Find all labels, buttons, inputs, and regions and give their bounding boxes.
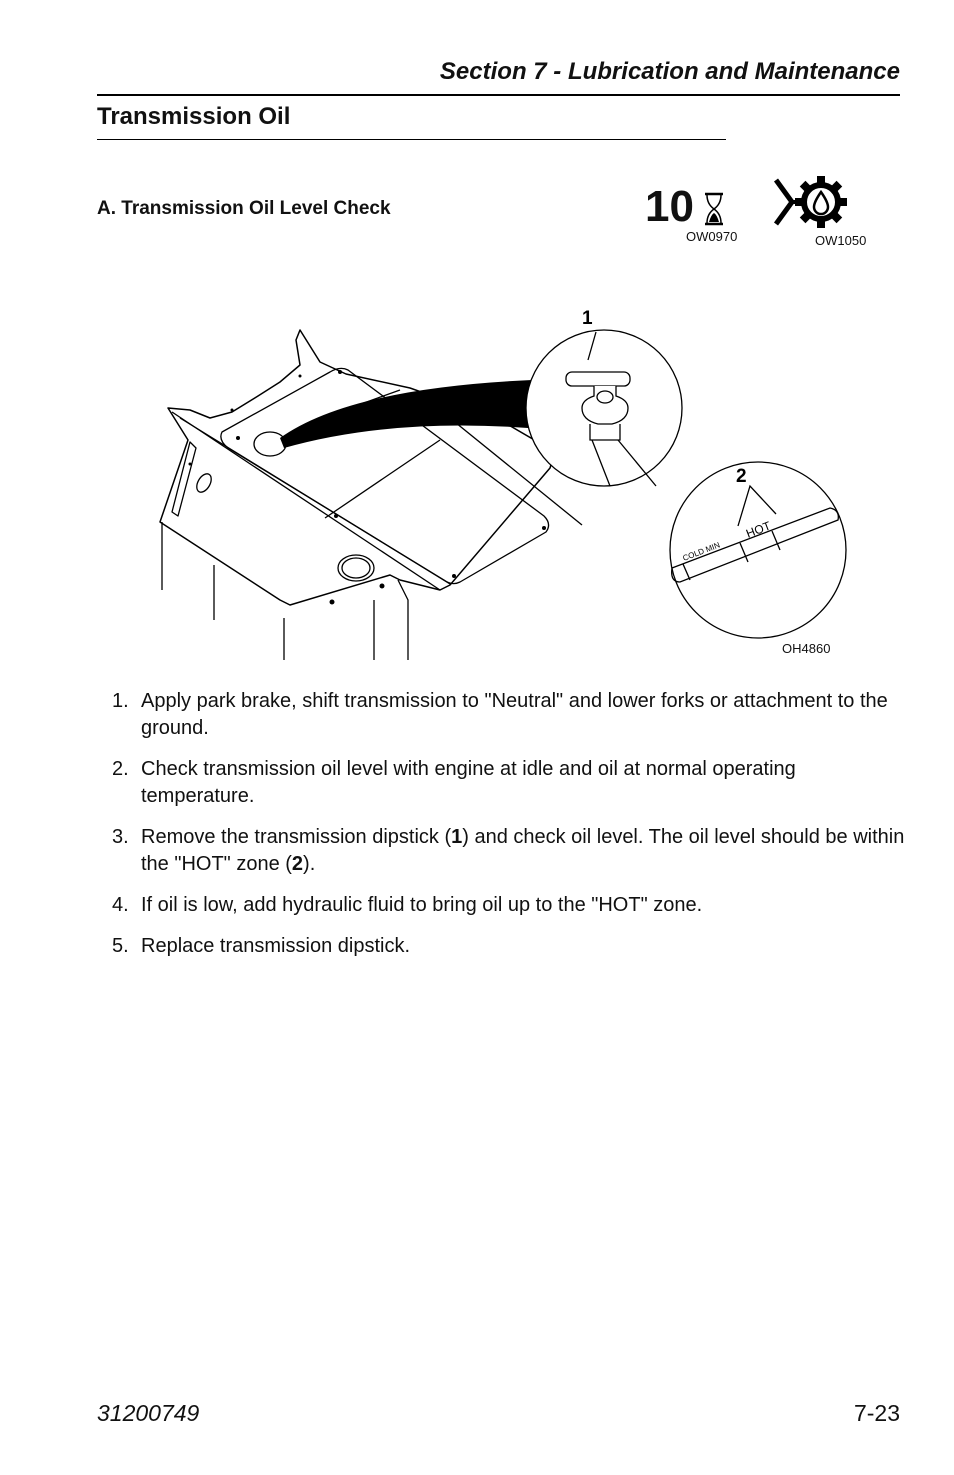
step-text-part: ) and check oil level. The oil level should be within the "HOT" zone (: [141, 826, 905, 875]
step-text: Apply park brake, shift transmission to "Neutral" and lower forks or attachment to the ground.: [141, 690, 888, 739]
step-number: 1.: [112, 690, 129, 712]
callout-1: 1: [582, 308, 593, 329]
step-text-part: Remove the transmission dipstick (: [141, 826, 452, 848]
subheading: A. Transmission Oil Level Check: [97, 198, 391, 219]
list-item: [112, 892, 912, 919]
transmission-dipstick-illustration: [150, 300, 850, 662]
step-number: 4.: [112, 894, 129, 916]
page-number: 7-23: [853, 1400, 900, 1426]
callout-2: 2: [736, 466, 747, 487]
header-rule: [97, 94, 900, 96]
service-code: OW1050: [815, 233, 867, 248]
document-number: 31200749: [97, 1400, 200, 1426]
step-number: 2.: [112, 758, 129, 780]
title-rule: [97, 139, 726, 140]
step-text: [141, 826, 904, 875]
section-title: Section 7 - Lubrication and Maintenance: [439, 58, 900, 85]
figure-code: OH4860: [782, 641, 831, 656]
step-text: If oil is low, add hydraulic fluid to bring oil up to the "HOT" zone.: [141, 894, 703, 916]
step-number: 3.: [112, 826, 129, 848]
step-text-part: ).: [303, 853, 316, 875]
service-interval: [645, 184, 735, 232]
callout-ref-2: 2: [291, 853, 304, 875]
step-text: Replace transmission dipstick.: [141, 935, 410, 957]
step-number: 5.: [112, 935, 129, 957]
step-text: Check transmission oil level with engine at idle and oil at normal operating temperature.: [141, 758, 796, 807]
procedure-steps: [112, 688, 912, 974]
interval-code: OW0970: [686, 229, 738, 244]
dipstick-label-cold-min: COLD MIN: [681, 540, 722, 563]
dipstick-label-hot: HOT: [744, 518, 773, 541]
list-item: [112, 688, 912, 742]
list-item: [112, 824, 912, 878]
gear-oil-drop-icon: [772, 174, 852, 230]
callout-ref-1: 1: [451, 826, 463, 848]
page-title: Transmission Oil: [97, 103, 291, 130]
list-item: [112, 933, 912, 960]
list-item: [112, 756, 912, 810]
hourglass-icon: [703, 192, 725, 226]
interval-value: 10: [645, 182, 694, 231]
